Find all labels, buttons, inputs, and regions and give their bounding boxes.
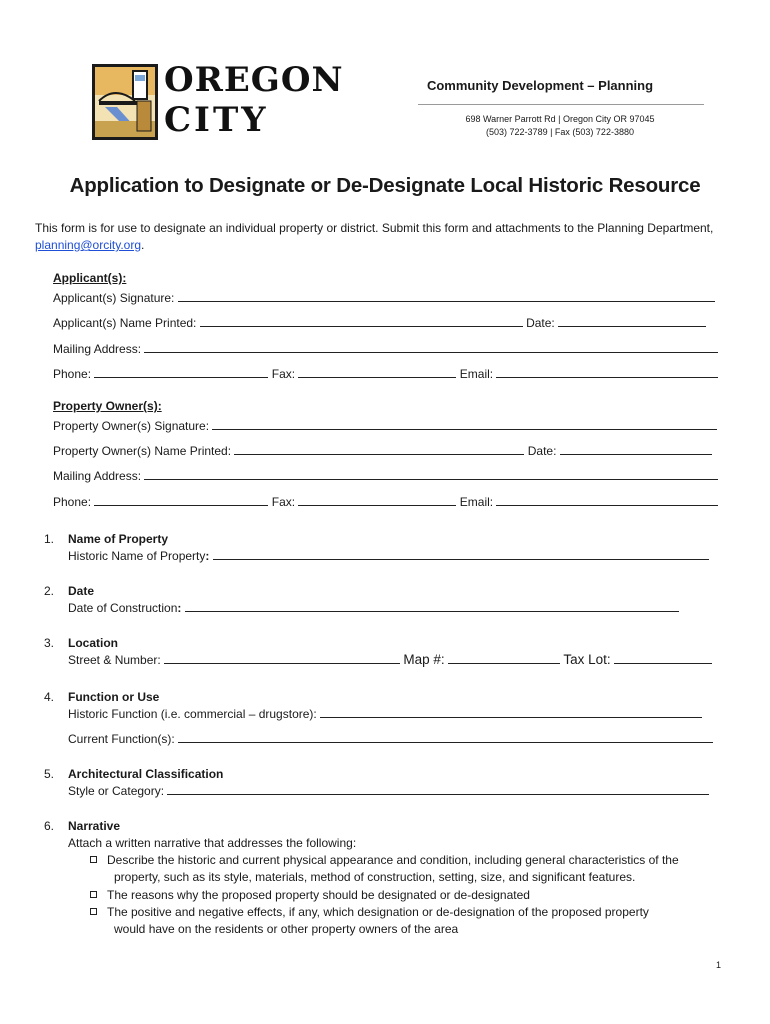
style-category-field[interactable] bbox=[167, 783, 709, 795]
department-title: Community Development – Planning bbox=[426, 78, 654, 93]
oregon-city-logo bbox=[92, 60, 352, 144]
intro-paragraph bbox=[35, 220, 715, 254]
section-1-heading: Name of Property bbox=[68, 532, 169, 546]
street-number-field[interactable] bbox=[164, 652, 400, 664]
owner-fax-field[interactable] bbox=[298, 494, 456, 506]
tax-lot-field[interactable] bbox=[614, 652, 712, 664]
owner-name-row bbox=[53, 443, 712, 459]
section-6-heading: Narrative bbox=[68, 819, 121, 833]
section-5-row bbox=[68, 783, 709, 799]
phone-fax-line: (503) 722-3789 | Fax (503) 722-3880 bbox=[486, 127, 634, 137]
section-5-number: 5. bbox=[44, 767, 55, 781]
section-4-current-row bbox=[68, 731, 713, 747]
owner-mailing-label: Mailing Address: bbox=[53, 469, 142, 483]
style-category-label: Style or Category: bbox=[68, 784, 165, 798]
map-label: Map #: bbox=[403, 652, 445, 667]
section-6-number: 6. bbox=[44, 819, 55, 833]
section-2-heading: Date bbox=[68, 584, 95, 598]
section-2-row bbox=[68, 600, 679, 616]
applicant-heading: Applicant(s): bbox=[53, 271, 127, 285]
applicant-contact-row bbox=[53, 366, 718, 382]
header-divider bbox=[418, 104, 704, 105]
owner-signature-field[interactable] bbox=[212, 418, 717, 430]
logo-word-oregon: OREGON bbox=[164, 60, 344, 100]
owner-signature-row bbox=[53, 418, 717, 434]
applicant-fax-field[interactable] bbox=[298, 366, 456, 378]
historic-name-label: Historic Name of Property bbox=[68, 549, 206, 563]
checkbox-square-icon bbox=[90, 891, 97, 898]
owner-name-label: Property Owner(s) Name Printed: bbox=[53, 444, 232, 458]
owner-date-field[interactable] bbox=[560, 443, 712, 455]
bullet-2-text: The reasons why the proposed property should be designated or de-designated bbox=[107, 888, 530, 902]
checkbox-square-icon bbox=[90, 856, 97, 863]
section-4-number: 4. bbox=[44, 690, 55, 704]
address-line: 698 Warner Parrott Rd | Oregon City OR 97045 bbox=[465, 114, 655, 124]
section-1-number: 1. bbox=[44, 532, 55, 546]
checkbox-square-icon bbox=[90, 908, 97, 915]
historic-function-field[interactable] bbox=[320, 706, 702, 718]
owner-date-label: Date: bbox=[527, 444, 557, 458]
owner-contact-row bbox=[53, 494, 718, 510]
applicant-email-field[interactable] bbox=[496, 366, 718, 378]
applicant-name-label: Applicant(s) Name Printed: bbox=[53, 316, 197, 330]
section-3-number: 3. bbox=[44, 636, 55, 650]
applicant-date-field[interactable] bbox=[558, 315, 706, 327]
owner-email-label: Email: bbox=[459, 495, 494, 509]
logo-word-city: CITY bbox=[164, 100, 269, 140]
applicant-signature-row bbox=[53, 290, 715, 306]
form-title: Application to Designate or De-Designate Local Historic Resource bbox=[69, 174, 701, 197]
applicant-email-label: Email: bbox=[459, 367, 494, 381]
bullet-3-line-2: would have on the residents or other property owners of the area bbox=[114, 922, 459, 936]
applicant-mailing-field[interactable] bbox=[144, 341, 718, 353]
owner-heading: Property Owner(s): bbox=[53, 399, 162, 413]
section-4-historic-row bbox=[68, 706, 702, 722]
bullet-3-line-1: The positive and negative effects, if any, which designation or de-designation of the proposed property bbox=[107, 905, 649, 919]
narrative-bullet-2 bbox=[90, 887, 530, 904]
section-5-heading: Architectural Classification bbox=[68, 767, 224, 781]
owner-phone-field[interactable] bbox=[94, 494, 268, 506]
applicant-signature-label: Applicant(s) Signature: bbox=[53, 291, 175, 305]
current-function-field[interactable] bbox=[178, 731, 713, 743]
owner-email-field[interactable] bbox=[496, 494, 718, 506]
narrative-bullet-3 bbox=[90, 904, 649, 921]
applicant-name-field[interactable] bbox=[200, 315, 523, 327]
applicant-mailing-label: Mailing Address: bbox=[53, 342, 142, 356]
section-3-heading: Location bbox=[68, 636, 118, 650]
applicant-date-label: Date: bbox=[526, 316, 555, 330]
applicant-name-row bbox=[53, 315, 706, 331]
bullet-1-line-2: property, such as its style, materials, method of construction, setting, size, and significant features. bbox=[114, 870, 636, 884]
historic-name-colon: : bbox=[205, 549, 210, 563]
construction-date-field[interactable] bbox=[185, 600, 679, 612]
map-field[interactable] bbox=[448, 652, 560, 664]
historic-name-field[interactable] bbox=[213, 548, 709, 560]
narrative-bullet-1 bbox=[90, 852, 679, 869]
page-number: 1 bbox=[716, 960, 722, 970]
bullet-1-line-1: Describe the historic and current physical appearance and condition, including general characteristics of the bbox=[107, 853, 679, 867]
planning-email-link[interactable]: planning@orcity.org bbox=[35, 238, 142, 252]
applicant-signature-field[interactable] bbox=[178, 290, 715, 302]
intro-text: This form is for use to designate an individual property or district. Submit this form and attachments to the Planning Department, bbox=[35, 221, 714, 235]
owner-name-field[interactable] bbox=[234, 443, 524, 455]
applicant-phone-label: Phone: bbox=[53, 367, 92, 381]
street-number-label: Street & Number: bbox=[68, 653, 161, 667]
section-1-row bbox=[68, 548, 709, 564]
section-3-row bbox=[68, 652, 712, 668]
applicant-mailing-row bbox=[53, 341, 718, 357]
applicant-phone-field[interactable] bbox=[94, 366, 268, 378]
construction-date-label: Date of Construction bbox=[68, 601, 178, 615]
intro-end: . bbox=[141, 238, 145, 252]
historic-function-label: Historic Function (i.e. commercial – drugstore): bbox=[68, 707, 317, 721]
owner-signature-label: Property Owner(s) Signature: bbox=[53, 419, 210, 433]
current-function-label: Current Function(s): bbox=[68, 732, 175, 746]
narrative-instruction: Attach a written narrative that addresses the following: bbox=[68, 836, 357, 850]
construction-date-colon: : bbox=[177, 601, 182, 615]
logo-illustration-icon bbox=[92, 64, 158, 140]
section-4-heading: Function or Use bbox=[68, 690, 160, 704]
tax-lot-label: Tax Lot: bbox=[563, 652, 611, 667]
section-2-number: 2. bbox=[44, 584, 55, 598]
owner-phone-label: Phone: bbox=[53, 495, 92, 509]
applicant-fax-label: Fax: bbox=[271, 367, 296, 381]
owner-fax-label: Fax: bbox=[271, 495, 296, 509]
contact-block bbox=[420, 113, 700, 139]
owner-mailing-field[interactable] bbox=[144, 468, 718, 480]
owner-mailing-row bbox=[53, 468, 718, 484]
